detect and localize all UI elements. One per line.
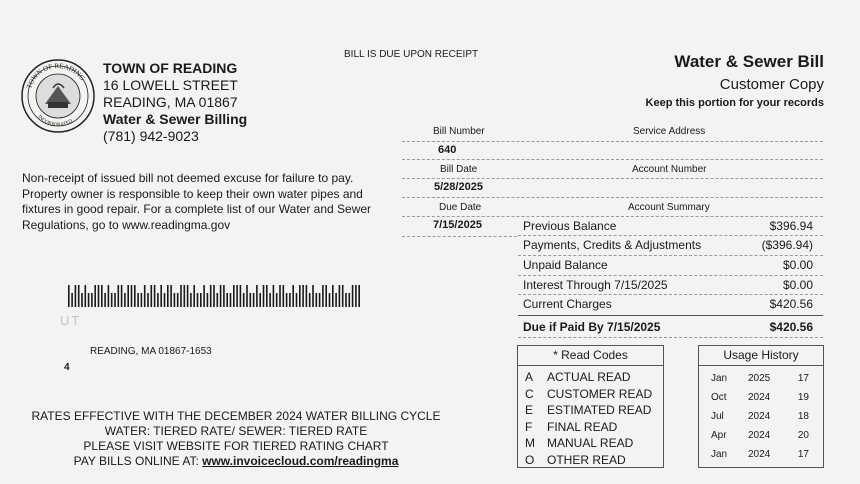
pay-online-prefix: PAY BILLS ONLINE AT: bbox=[73, 454, 203, 468]
barcode-bar bbox=[160, 285, 162, 307]
mailing-code: 4 bbox=[64, 362, 70, 373]
read-code-label: ESTIMATED READ bbox=[547, 403, 652, 417]
divider bbox=[402, 216, 823, 217]
usage-history-title: Usage History bbox=[723, 348, 799, 362]
barcode-bar bbox=[345, 293, 347, 307]
barcode-bar bbox=[342, 285, 344, 307]
read-code: E bbox=[525, 403, 534, 417]
read-code-row bbox=[525, 370, 631, 384]
usage-year: 2024 bbox=[748, 411, 771, 422]
barcode-bar bbox=[101, 285, 103, 307]
barcode-bar bbox=[174, 293, 176, 307]
barcode-bar bbox=[250, 293, 252, 307]
barcode-bar bbox=[210, 285, 212, 307]
due-if-paid-amount: $420.56 bbox=[769, 320, 813, 334]
summary-row bbox=[523, 238, 813, 252]
summary-row bbox=[523, 278, 813, 292]
barcode-bar bbox=[283, 285, 285, 307]
barcode-bar bbox=[127, 285, 129, 307]
barcode-bar bbox=[269, 293, 271, 307]
barcode-bar bbox=[332, 285, 334, 307]
barcode-bar bbox=[256, 285, 258, 307]
town-city: READING, MA 01867 bbox=[103, 94, 238, 110]
read-codes-box bbox=[517, 345, 664, 468]
barcode-bar bbox=[180, 285, 182, 307]
usage-month: Oct bbox=[711, 392, 727, 403]
divider bbox=[402, 178, 823, 179]
barcode-bar bbox=[134, 285, 136, 307]
read-code-label: OTHER READ bbox=[547, 452, 626, 467]
barcode-bar bbox=[121, 285, 123, 307]
read-code: F bbox=[525, 419, 533, 434]
usage-year: 2025 bbox=[748, 373, 771, 384]
barcode-bar bbox=[91, 293, 93, 307]
summary-label: Previous Balance bbox=[523, 219, 617, 233]
barcode-bar bbox=[302, 285, 304, 307]
barcode-bar bbox=[94, 285, 96, 307]
read-code: A bbox=[525, 370, 534, 384]
usage-row bbox=[711, 373, 809, 384]
barcode-bar bbox=[151, 285, 153, 307]
rates-block bbox=[20, 409, 452, 469]
barcode-bar bbox=[177, 293, 179, 307]
barcode-bar bbox=[339, 285, 341, 307]
bill-title: Water & Sewer Bill bbox=[674, 52, 824, 71]
barcode-bar bbox=[68, 285, 70, 307]
bill-keep-note: Keep this portion for your records bbox=[645, 97, 824, 109]
barcode-bar bbox=[108, 285, 110, 307]
usage-year: 2024 bbox=[748, 430, 771, 441]
pay-online-link[interactable]: www.invoicecloud.com/readingma bbox=[202, 454, 399, 468]
divider bbox=[402, 236, 517, 237]
barcode-bar bbox=[286, 293, 288, 307]
rates-line: PLEASE VISIT WEBSITE FOR TIERED RATING CHART bbox=[83, 439, 389, 453]
read-code-row bbox=[525, 453, 626, 467]
read-code-row bbox=[525, 420, 617, 434]
usage-amount: 19 bbox=[797, 392, 809, 403]
due-date-label: Due Date bbox=[439, 202, 482, 213]
summary-amount: ($396.94) bbox=[761, 238, 813, 252]
divider bbox=[402, 159, 823, 160]
usage-month: Apr bbox=[711, 430, 727, 441]
divider bbox=[518, 315, 823, 316]
read-code-row bbox=[525, 403, 651, 417]
usage-year: 2024 bbox=[748, 449, 771, 460]
barcode-bar bbox=[306, 285, 308, 307]
barcode-bar bbox=[322, 285, 324, 307]
summary-label: Payments, Credits & Adjustments bbox=[523, 238, 702, 252]
barcode-bar bbox=[154, 285, 156, 307]
barcode-bar bbox=[259, 293, 261, 307]
barcode-bar bbox=[137, 293, 139, 307]
summary-label: Current Charges bbox=[523, 297, 612, 311]
usage-row bbox=[711, 430, 809, 441]
barcode-bar bbox=[296, 293, 298, 307]
rates-line: WATER: TIERED RATE/ SEWER: TIERED RATE bbox=[104, 424, 368, 438]
read-code-label: ACTUAL READ bbox=[547, 370, 631, 384]
bill-number-value: 640 bbox=[438, 144, 457, 156]
barcode-bar bbox=[85, 285, 87, 307]
barcode-bar bbox=[213, 285, 215, 307]
barcode-bar bbox=[223, 285, 225, 307]
due-upon-receipt-notice: BILL IS DUE UPON RECEIPT bbox=[344, 49, 479, 60]
barcode-bar bbox=[78, 285, 80, 307]
barcode-bar bbox=[190, 293, 192, 307]
town-street: 16 LOWELL STREET bbox=[103, 77, 238, 93]
barcode-bar bbox=[184, 285, 186, 307]
usage-history-box bbox=[698, 345, 824, 468]
notice-paragraph bbox=[22, 171, 382, 233]
divider bbox=[518, 365, 663, 366]
postal-barcode bbox=[68, 285, 368, 307]
barcode-bar bbox=[203, 285, 205, 307]
usage-row bbox=[711, 392, 809, 403]
read-code: C bbox=[525, 386, 534, 401]
barcode-bar bbox=[266, 285, 268, 307]
barcode-bar bbox=[75, 285, 77, 307]
barcode-bar bbox=[352, 285, 354, 307]
barcode-bar bbox=[292, 285, 294, 307]
barcode-bar bbox=[273, 285, 275, 307]
due-if-paid-label: Due if Paid By 7/15/2025 bbox=[523, 320, 661, 334]
town-address-block bbox=[103, 60, 247, 145]
barcode-bar bbox=[98, 285, 100, 307]
usage-amount: 18 bbox=[797, 411, 809, 422]
divider bbox=[518, 255, 823, 256]
barcode-bar bbox=[141, 293, 143, 307]
barcode-bar bbox=[114, 293, 116, 307]
usage-year: 2024 bbox=[748, 392, 771, 403]
bill-number-label: Bill Number bbox=[433, 126, 485, 137]
usage-amount: 20 bbox=[797, 430, 809, 441]
barcode-bar bbox=[81, 293, 83, 307]
barcode-bar bbox=[187, 285, 189, 307]
barcode-bar bbox=[220, 285, 222, 307]
town-seal-logo bbox=[20, 58, 96, 134]
summary-amount: $0.00 bbox=[782, 258, 813, 272]
divider bbox=[518, 337, 823, 338]
bill-date-value: 5/28/2025 bbox=[434, 181, 483, 193]
read-codes-title: * Read Codes bbox=[553, 348, 628, 362]
barcode-bar bbox=[226, 293, 228, 307]
divider bbox=[518, 294, 823, 295]
barcode-bar bbox=[276, 293, 278, 307]
barcode-bar bbox=[358, 285, 360, 307]
barcode-bar bbox=[170, 285, 172, 307]
read-code-row bbox=[525, 387, 652, 401]
faint-code: UT bbox=[60, 313, 82, 328]
barcode-bar bbox=[319, 293, 321, 307]
usage-amount: 17 bbox=[797, 373, 809, 384]
barcode-bar bbox=[164, 293, 166, 307]
notice-line: fixtures in good repair. For a complete list of our Water and Sewer bbox=[22, 202, 372, 216]
barcode-bar bbox=[167, 285, 169, 307]
barcode-bar bbox=[335, 293, 337, 307]
barcode-bar bbox=[349, 293, 351, 307]
divider bbox=[518, 235, 823, 236]
due-if-paid-row bbox=[523, 320, 813, 334]
barcode-bar bbox=[329, 293, 331, 307]
barcode-bar bbox=[200, 293, 202, 307]
seal-text-bottom: INCORPORATED bbox=[36, 114, 74, 129]
barcode-bar bbox=[236, 285, 238, 307]
barcode-bar bbox=[193, 285, 195, 307]
barcode-bar bbox=[240, 285, 242, 307]
read-code-label: CUSTOMER READ bbox=[547, 386, 653, 401]
barcode-bar bbox=[124, 293, 126, 307]
barcode-bar bbox=[71, 293, 73, 307]
bill-copy-label: Customer Copy bbox=[719, 76, 824, 93]
read-code: O bbox=[525, 452, 535, 467]
summary-amount: $0.00 bbox=[782, 278, 813, 292]
account-summary-label: Account Summary bbox=[628, 202, 710, 213]
barcode-bar bbox=[111, 293, 113, 307]
account-number-label: Account Number bbox=[632, 164, 707, 175]
barcode-bar bbox=[289, 293, 291, 307]
barcode-bar bbox=[243, 293, 245, 307]
summary-amount: $420.56 bbox=[769, 297, 813, 311]
barcode-bar bbox=[88, 293, 90, 307]
barcode-bar bbox=[157, 293, 159, 307]
notice-line: Non-receipt of issued bill not deemed excuse for failure to pay. bbox=[22, 171, 354, 185]
service-address-label: Service Address bbox=[633, 126, 706, 137]
mailing-city: READING, MA 01867-1653 bbox=[90, 346, 212, 357]
notice-line: Regulations, go to www.readingma.gov bbox=[22, 217, 231, 232]
barcode-bar bbox=[246, 285, 248, 307]
barcode-bar bbox=[316, 293, 318, 307]
usage-month: Jan bbox=[711, 373, 728, 384]
barcode-bar bbox=[299, 285, 301, 307]
town-name: TOWN OF READING bbox=[103, 60, 238, 76]
bill-date-label: Bill Date bbox=[440, 164, 478, 175]
read-code-row bbox=[525, 436, 633, 450]
barcode-bar bbox=[217, 293, 219, 307]
divider bbox=[699, 365, 823, 366]
divider bbox=[402, 197, 823, 198]
barcode-bar bbox=[207, 293, 209, 307]
usage-month: Jul bbox=[711, 411, 724, 422]
town-department: Water & Sewer Billing bbox=[103, 111, 248, 127]
due-date-value: 7/15/2025 bbox=[433, 219, 482, 231]
barcode-bar bbox=[144, 285, 146, 307]
read-code: M bbox=[525, 436, 535, 450]
barcode-bar bbox=[118, 285, 120, 307]
barcode-bar bbox=[325, 285, 327, 307]
barcode-bar bbox=[131, 285, 133, 307]
usage-month: Jan bbox=[711, 449, 728, 460]
barcode-bar bbox=[147, 293, 149, 307]
summary-amount: $396.94 bbox=[769, 219, 813, 233]
barcode-bar bbox=[309, 293, 311, 307]
barcode-bar bbox=[197, 293, 199, 307]
rates-line bbox=[20, 454, 452, 469]
barcode-bar bbox=[104, 293, 106, 307]
summary-label: Interest Through 7/15/2025 bbox=[523, 278, 668, 292]
read-code-label: MANUAL READ bbox=[547, 436, 634, 450]
barcode-bar bbox=[312, 285, 314, 307]
usage-amount: 17 bbox=[797, 449, 809, 460]
barcode-bar bbox=[230, 293, 232, 307]
summary-row bbox=[523, 297, 813, 311]
divider bbox=[518, 275, 823, 276]
seal-text-top: TOWN OF READING bbox=[25, 61, 87, 90]
notice-line: Property owner is responsible to keep their own water pipes and bbox=[22, 186, 363, 201]
barcode-bar bbox=[253, 293, 255, 307]
summary-row bbox=[523, 258, 813, 272]
barcode-bar bbox=[279, 285, 281, 307]
town-phone: (781) 942-9023 bbox=[103, 128, 199, 144]
summary-row bbox=[523, 219, 813, 233]
barcode-bar bbox=[355, 285, 357, 307]
barcode-bar bbox=[263, 285, 265, 307]
summary-label: Unpaid Balance bbox=[523, 258, 608, 272]
usage-row bbox=[711, 411, 809, 422]
read-code-label: FINAL READ bbox=[547, 419, 618, 434]
divider bbox=[402, 141, 823, 142]
usage-row bbox=[711, 449, 809, 460]
barcode-bar bbox=[233, 285, 235, 307]
rates-line: RATES EFFECTIVE WITH THE DECEMBER 2024 WATER BILLING CYCLE bbox=[31, 409, 441, 423]
